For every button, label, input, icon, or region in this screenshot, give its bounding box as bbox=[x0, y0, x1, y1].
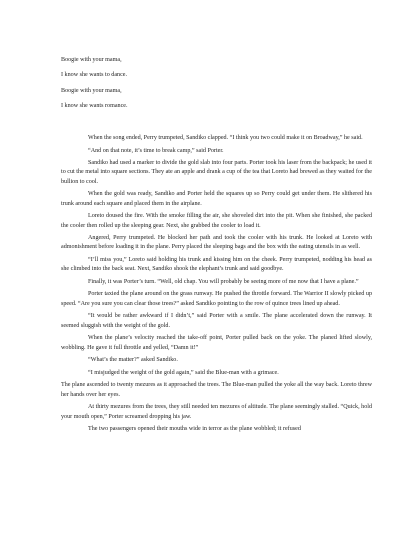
paragraph: The two passengers opened their mouths wide in terror as the plane wobbled; it refused bbox=[88, 426, 301, 433]
paragraph: At thirty mezures from the trees, they still needed ten mezures of altitude. The plane seemingly stalled. “Quick, hold your mouth open,” Porter screamed dropping his jaw. bbox=[61, 404, 372, 420]
section-gap bbox=[61, 118, 372, 134]
paragraph: The plane ascended to twenty mezures as it approached the trees. The Blue-man pulled the yoke all the way back. Loreto threw her hands over her eyes. bbox=[61, 382, 372, 398]
paragraph: When the gold was ready, Sandiko and Porter held the squares up so Perry could get under them. He slithered his trunk around each square and placed them in the airplane. bbox=[61, 191, 372, 207]
paragraph: Porter taxied the plane around on the grass runway. He pushed the throttle forward. The Warrior II slowly picked up speed. “Are you sure you can clear those trees?” asked Sandiko pointing to the row of quince trees lined up ahead. bbox=[61, 291, 372, 307]
paragraph: Loreto doused the fire. With the smoke filling the air, she shoveled dirt into the pit. When she finished, she packed the cooler then rolled up the sleeping gear. Next, she grabbed the cooler to load it. bbox=[61, 213, 372, 229]
song-line: I know she wants to dance. bbox=[61, 72, 127, 79]
paragraph: “I’ll miss you,” Loreto said holding his trunk and kissing him on the cheek. Perry trumpeted, nodding his head as she climbed into the back seat. Next, Sandiko shook the elephant’s trunk and said goodbye. bbox=[61, 256, 372, 273]
paragraph: Angered, Perry trumpeted. He blocked her path and took the cooler with his trunk. He looked at Loreto with admonishment before loading it in the plane. Perry placed the sleeping bags and the box with the eating utensils in as well. bbox=[61, 235, 372, 251]
paragraph: “And on that note, it’s time to break camp,” said Porter. bbox=[88, 147, 224, 154]
song-line: I know she wants romance. bbox=[61, 103, 128, 110]
paragraph: “I misjudged the weight of the gold again,” said the Blue-man with a grimace. bbox=[88, 369, 279, 376]
document-page bbox=[61, 56, 372, 438]
paragraph: When the plane’s velocity reached the take-off point, Porter pulled back on the yoke. The planed lifted slowly, wobbling. He gave it full throttle and yelled, “Damn it!” bbox=[61, 335, 372, 351]
paragraph: When the song ended, Perry trumpeted, Sandiko clapped. “I think you two could make it on Broadway,” he said. bbox=[88, 134, 363, 141]
song-line: Boogie with your mama, bbox=[61, 57, 122, 63]
song-line: Boogie with your mama, bbox=[61, 87, 122, 94]
song-lyrics bbox=[61, 56, 372, 112]
story-text bbox=[61, 134, 372, 434]
paragraph: Finally, it was Porter’s turn. “Well, old chap. You will probably be seeing more of me now that I have a plane.” bbox=[88, 278, 359, 285]
paragraph: “What’s the matter?” asked Sandiko. bbox=[88, 357, 178, 364]
paragraph: Sandiko had used a marker to divide the gold slab into four parts. Porter took his laser from the backpack; he used it to cut the metal into square sections. They ate an apple and drank a cup of the tea that Loreto had brewed as they waited for the bullion to cool. bbox=[61, 160, 372, 185]
paragraph: “It would be rather awkward if I didn’t,” said Porter with a smile. The plane accelerated down the runway. It seemed sluggish with the weight of the gold. bbox=[61, 313, 372, 329]
